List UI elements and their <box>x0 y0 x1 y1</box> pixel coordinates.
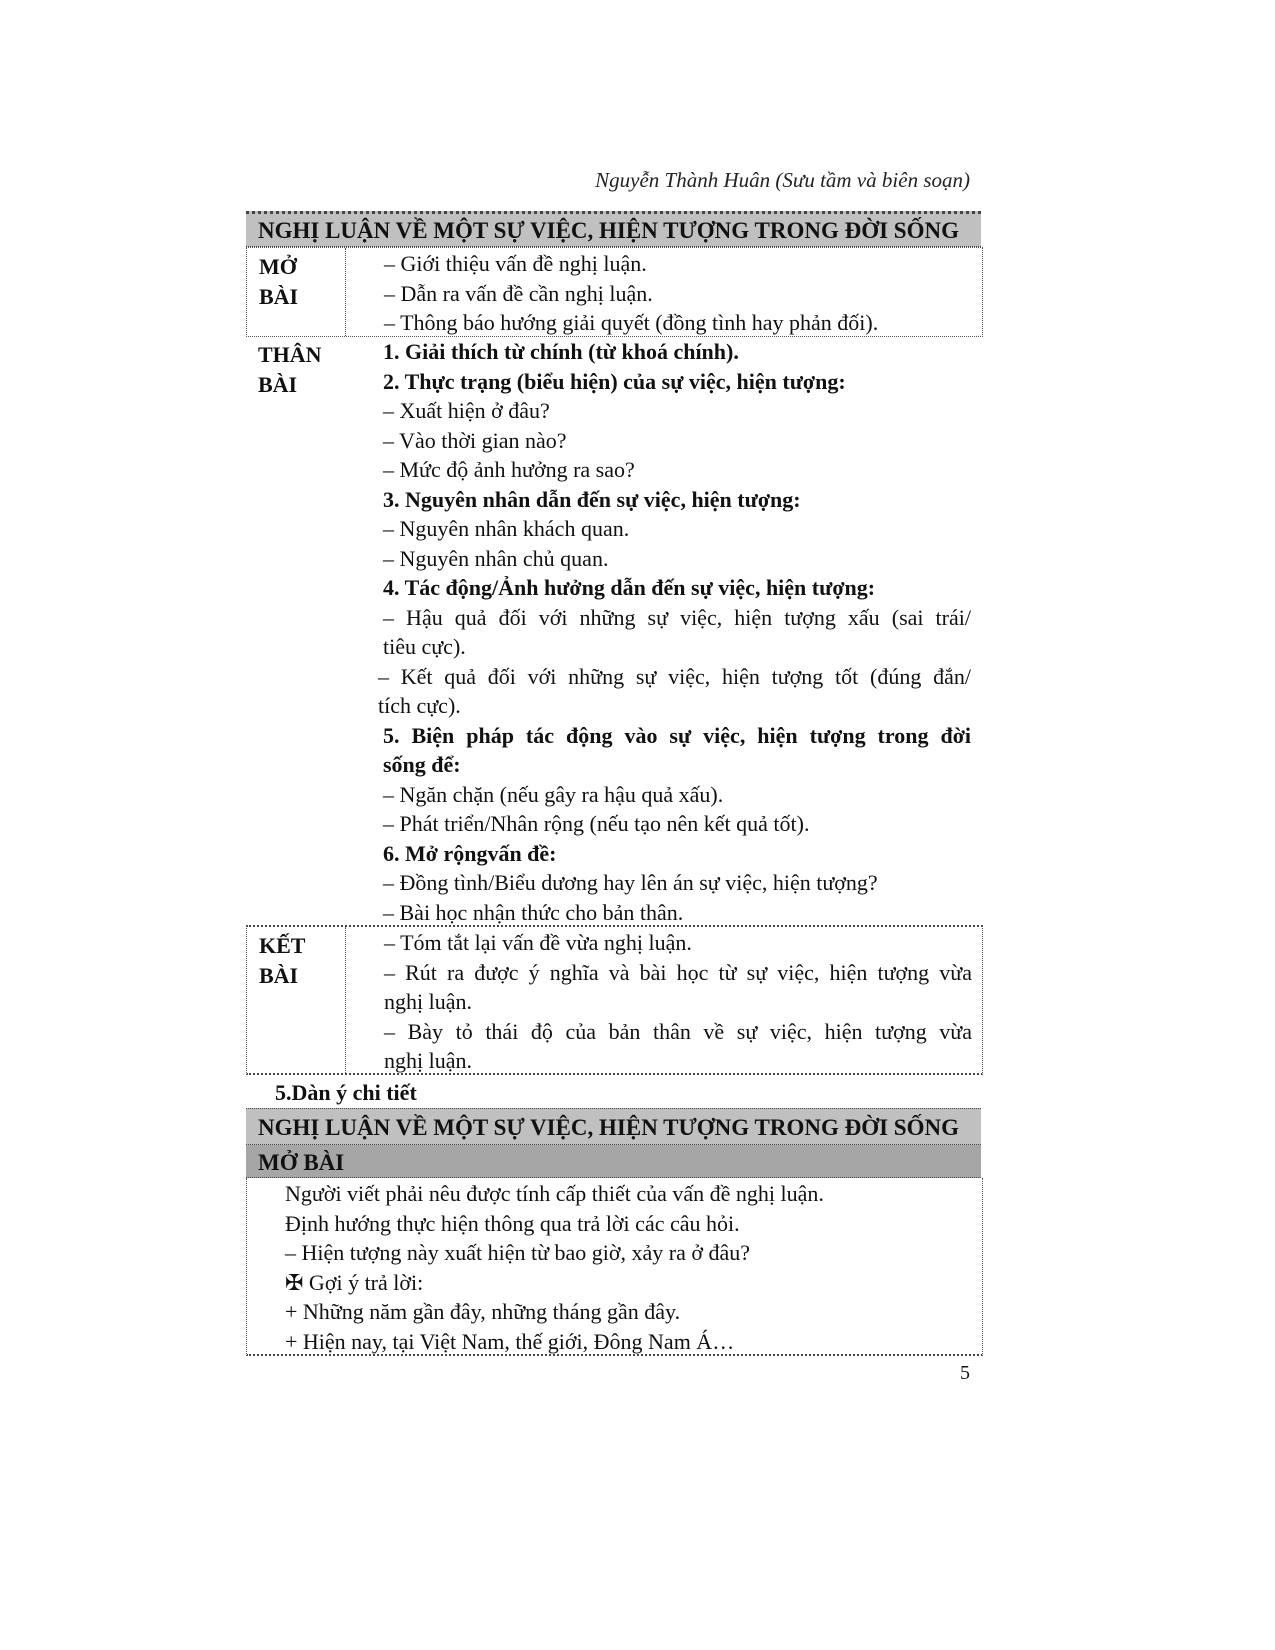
table2-content: Người viết phải nêu được tính cấp thiết của vấn đề nghị luận. Định hướng thực hiện thông qua trả lời các câu hỏi. – Hiện tượng này xuất hiện từ bao giờ, xảy ra ở đâu? ✠ Gợi ý trả lời: + Những năm gần đây, những tháng gần đây. + Hiện nay, tại Việt Nam, thế giới, Đông Nam Á… <box>285 1179 972 1356</box>
table2-body <box>246 1178 983 1356</box>
mo-bai-label: MỞ BÀI <box>259 254 299 309</box>
than-bai-label: THÂN BÀI <box>258 342 322 397</box>
than-bai-row <box>246 337 981 925</box>
page-number: 5 <box>960 1362 970 1384</box>
ket-bai-row <box>246 925 983 1075</box>
ket-bai-label: KẾT BÀI <box>259 933 306 988</box>
running-header: Nguyễn Thành Huân (Sưu tầm và biên soạn) <box>595 168 970 192</box>
mo-bai-content: – Giới thiệu vấn đề nghị luận. – Dẫn ra vấn đề cần nghị luận. – Thông báo hướng giải quyết (đồng tình hay phản đối). <box>384 251 879 335</box>
section-heading: 5.Dàn ý chi tiết <box>275 1080 417 1105</box>
table2-subtitle: MỞ BÀI <box>246 1145 981 1178</box>
ket-bai-content: – Tóm tắt lại vấn đề vừa nghị luận. – Rút ra được ý nghĩa và bài học từ sự việc, hiện tượng vừa nghị luận. – Bày tỏ thái độ của bản thân về sự việc, hiện tượng vừa nghị luận. <box>384 930 972 1073</box>
than-bai-content: 1. Giải thích từ chính (từ khoá chính). 2. Thực trạng (biểu hiện) của sự việc, hiện tượng: – Xuất hiện ở đâu? – Vào thời gian nào? – Mức độ ảnh hưởng ra sao? 3. Nguyên nhân dẫn đến sự việc, hiện tượng: – Nguyên nhân khách quan. – Nguyên nhân chủ quan. 4. Tác động/Ảnh hưởng dẫn đến sự việc, hiện tượng: – Hậu quả đối với những sự việc, hiện tượng xấu (sai trái/ tiêu cực). – Kết quả đối với những sự việc, hiện tượng tốt (đúng đắn/ tích cực). 5. Biện pháp tác động vào sự việc, hiện tượng trong đời sống để: – Ngăn chặn (nếu gây ra hậu quả xấu). – Phát triển/Nhân rộng (nếu tạo nên kết quả tốt). 6. Mở rộngvấn đề: – Đồng tình/Biểu dương hay lên án sự việc, hiện tượng? – Bài học nhận thức cho bản thân. <box>378 339 971 925</box>
mo-bai-row <box>246 247 983 337</box>
hint-line: ✠ Gợi ý trả lời: <box>285 1269 424 1295</box>
table1-title: NGHỊ LUẬN VỀ MỘT SỰ VIỆC, HIỆN TƯỢNG TRONG ĐỜI SỐNG <box>246 211 981 247</box>
table2-title: NGHỊ LUẬN VỀ MỘT SỰ VIỆC, HIỆN TƯỢNG TRONG ĐỜI SỐNG <box>246 1108 981 1145</box>
